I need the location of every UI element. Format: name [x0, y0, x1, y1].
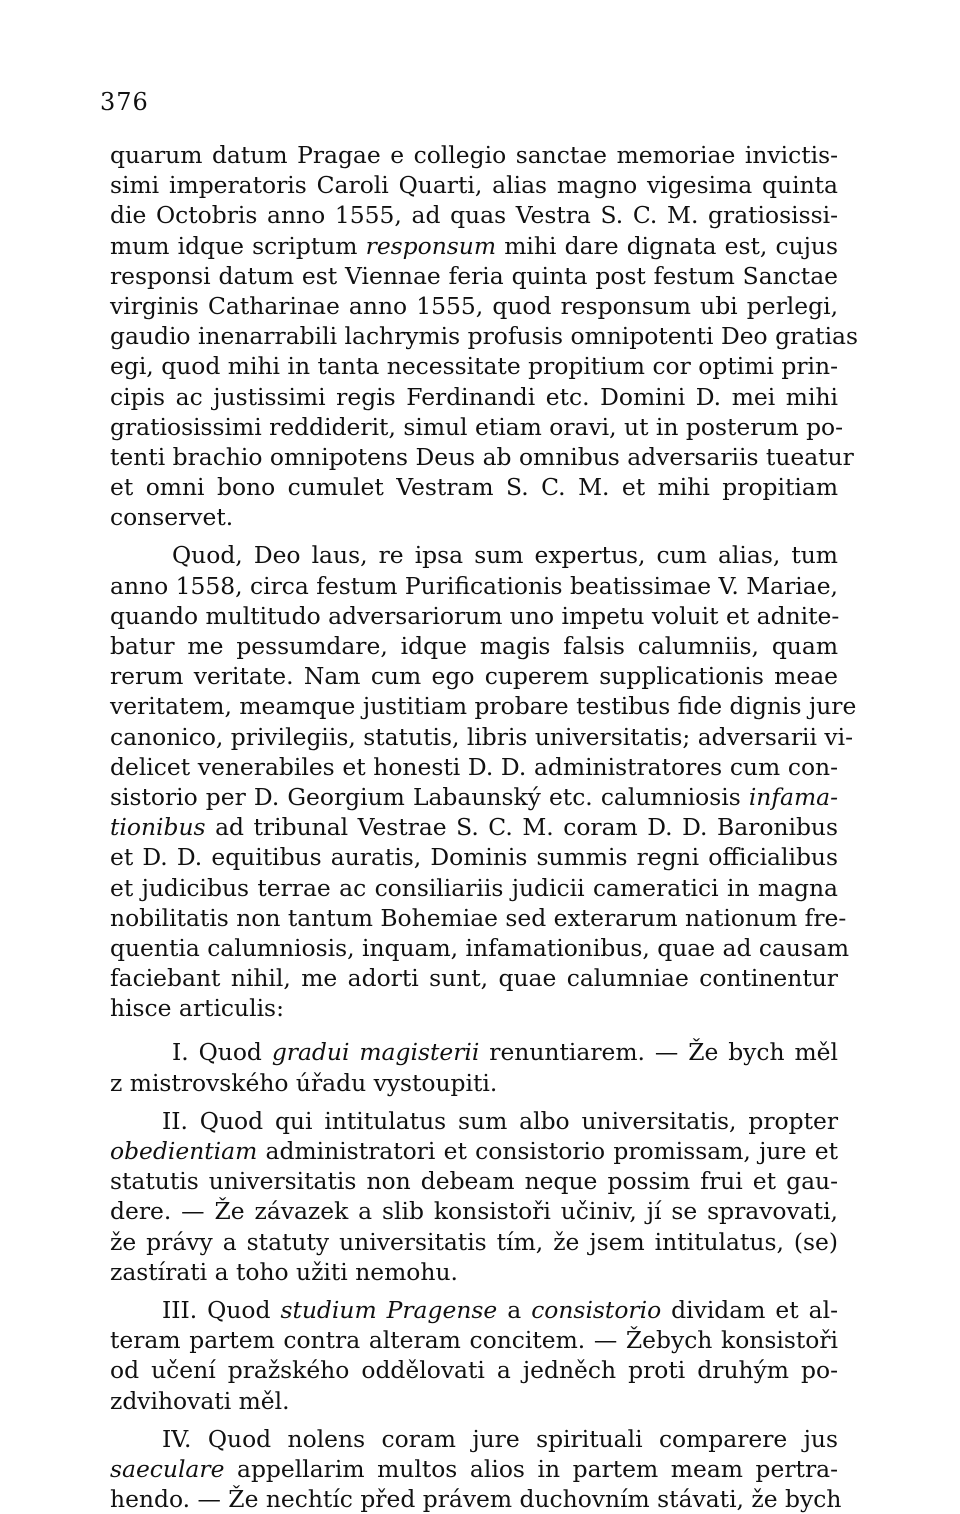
text-line	[110, 812, 838, 842]
text-segment: sistorio per D. Georgium Labaunský etc. calumniosis	[110, 782, 749, 811]
text-segment: mihi dare dignata est, cujus	[496, 231, 838, 260]
text-line	[110, 231, 838, 261]
text-segment: I. Quod	[172, 1038, 272, 1067]
text-line: canonico, privilegiis, statutis, libris universitatis; adversarii vi-	[110, 722, 854, 751]
text-line	[110, 1136, 838, 1166]
text-line: et omni bono cumulet Vestram S. C. M. et mihi propitiam	[110, 473, 838, 502]
text-segment: dividam et al-	[661, 1295, 838, 1324]
page-number: 376	[100, 88, 149, 116]
text-line: Quod, Deo laus, re ipsa sum expertus, cum alias, tum	[172, 541, 838, 570]
text-line: delicet venerabiles et honesti D. D. administratores cum con-	[110, 752, 838, 781]
text-line	[110, 1295, 838, 1325]
text-line: že právy a statuty universitatis tím, že jsem intitulatus, (se)	[110, 1227, 838, 1256]
text-segment: III. Quod	[162, 1295, 281, 1324]
text-line	[110, 782, 838, 812]
text-line: simi imperatoris Caroli Quarti, alias magno vigesima quinta	[110, 171, 838, 200]
text-line: cipis ac justissimi regis Ferdinandi etc. Domini D. mei mihi	[110, 382, 838, 411]
text-line: statutis universitatis non debeam neque possim frui et gau-	[110, 1167, 838, 1196]
text-line: zdvihovati měl.	[110, 1386, 290, 1415]
text-line: gratiosissimi reddiderit, simul etiam oravi, ut in posterum po-	[110, 412, 844, 441]
text-line: conservet.	[110, 503, 234, 532]
italic-text: responsum	[365, 231, 497, 260]
italic-text: consistorio	[531, 1295, 662, 1324]
text-segment: II. Quod qui intitulatus sum albo universitatis, propter	[162, 1106, 838, 1135]
article-3	[110, 1295, 838, 1416]
text-line: et D. D. equitibus auratis, Dominis summis regni officialibus	[110, 843, 838, 872]
text-line: z mistrovského úřadu vystoupiti.	[110, 1068, 498, 1097]
article-4	[110, 1424, 842, 1514]
text-line: dere. — Že závazek a slib konsistoři učiniv, jí se spravovati,	[110, 1197, 838, 1226]
text-line: hendo. — Že nechtíc před právem duchovním stávati, že bych	[110, 1485, 842, 1514]
text-line: responsi datum est Viennae feria quinta post festum Sanctae	[110, 261, 838, 290]
italic-text: infama-	[748, 782, 838, 811]
italic-text: studium Pragense	[280, 1295, 498, 1324]
text-line: die Octobris anno 1555, ad quas Vestra S. C. M. gratiosissi-	[110, 201, 838, 230]
text-line: gaudio inenarrabili lachrymis profusis omnipotenti Deo gratias	[110, 322, 859, 351]
text-line: od učení pražského oddělovati a jedněch proti druhým po-	[110, 1356, 838, 1385]
italic-text: gradui magisterii	[271, 1038, 480, 1067]
text-line: veritatem, meamque justitiam probare testibus fide dignis jure	[110, 692, 857, 721]
text-line: teram partem contra alteram concitem. — Žebych konsistoři	[110, 1326, 838, 1355]
text-line: egi, quod mihi in tanta necessitate propitium cor optimi prin-	[110, 352, 838, 381]
text-line: quentia calumniosis, inquam, infamationibus, quae ad causam	[110, 933, 850, 962]
italic-text: tionibus	[110, 813, 206, 842]
text-line: faciebant nihil, me adorti sunt, quae calumniae continentur	[110, 964, 838, 993]
text-segment: administratori et consistorio promissam, jure et	[257, 1137, 838, 1165]
text-line: zastírati a toho užiti nemohu.	[110, 1257, 458, 1286]
text-segment: a	[497, 1295, 532, 1324]
paragraph-2	[110, 540, 857, 1023]
text-line: tenti brachio omnipotens Deus ab omnibus adversariis tueatur	[110, 442, 854, 471]
paragraph-1	[110, 140, 859, 532]
text-line: virginis Catharinae anno 1555, quod responsum ubi perlegi,	[110, 291, 838, 320]
article-1	[110, 1037, 838, 1097]
italic-text: saeculare	[110, 1454, 225, 1483]
text-line	[110, 1037, 838, 1067]
text-line: batur me pessumdare, idque magis falsis calumniis, quam	[110, 632, 838, 660]
text-segment: mum idque scriptum	[110, 231, 366, 260]
text-segment: ad tribunal Vestrae S. C. M. coram D. D. Baronibus	[205, 813, 838, 842]
article-2	[110, 1106, 838, 1287]
text-line: quando multitudo adversariorum uno impetu voluit et adnite-	[110, 601, 840, 630]
text-line: quarum datum Pragae e collegio sanctae memoriae invictis-	[110, 141, 838, 169]
text-line	[110, 1106, 838, 1136]
text-segment: renuntiarem. — Že bych měl	[479, 1038, 838, 1067]
text-line: hisce articulis:	[110, 994, 284, 1023]
text-line: anno 1558, circa festum Purificationis beatissimae V. Mariae,	[110, 571, 838, 600]
text-line: IV. Quod nolens coram jure spirituali comparere jus	[162, 1424, 838, 1453]
text-segment: appellarim multos alios in partem meam pertra-	[224, 1454, 838, 1483]
text-line: rerum veritate. Nam cum ego cuperem supplicationis meae	[110, 662, 838, 691]
text-line	[110, 1454, 838, 1484]
text-line: et judicibus terrae ac consiliariis judicii cameratici in magna	[110, 873, 838, 902]
body-text	[110, 140, 859, 1514]
text-line: nobilitatis non tantum Bohemiae sed exterarum nationum fre-	[110, 903, 847, 932]
italic-text: obedientiam	[110, 1137, 258, 1165]
